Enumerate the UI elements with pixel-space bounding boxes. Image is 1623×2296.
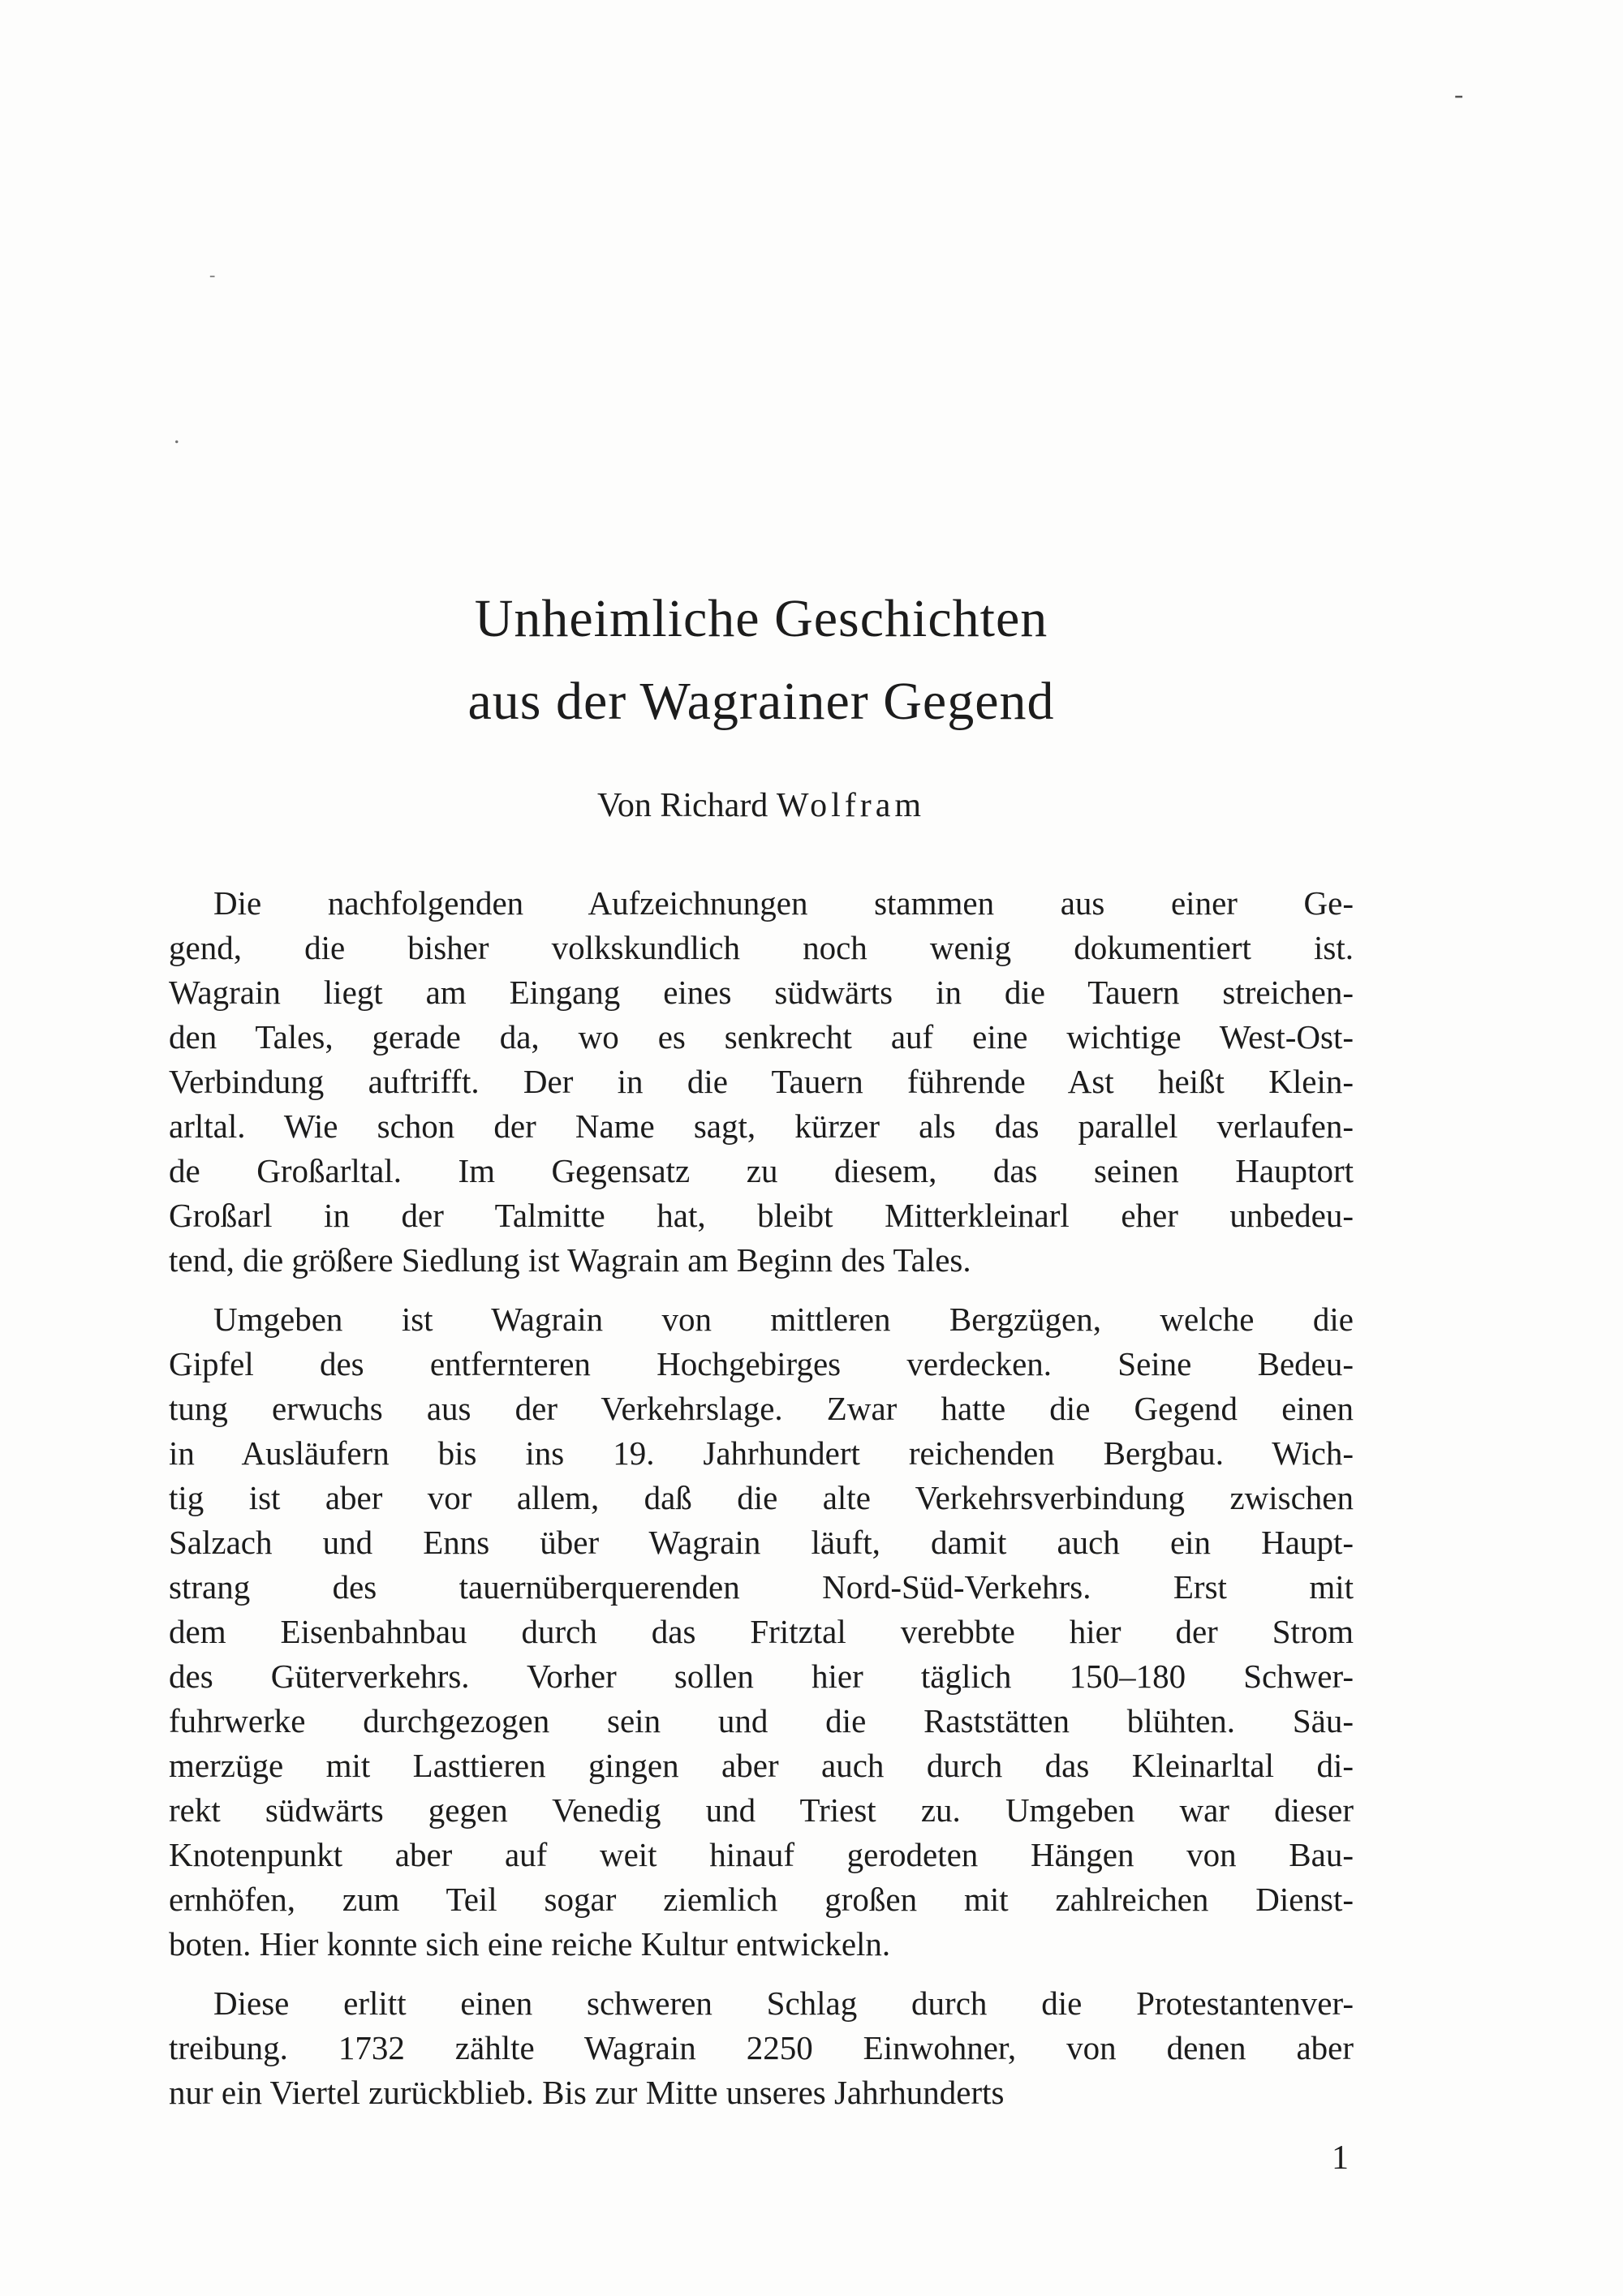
title-line-1: Unheimliche Geschichten [474, 589, 1048, 648]
text-line: rekt südwärts gegen Venedig und Triest zu. Umgeben war dieser [169, 1791, 1354, 1829]
page-title [169, 578, 1354, 743]
text-line: merzüge mit Lasttieren gingen aber auch durch das Kleinarltal di- [169, 1747, 1354, 1784]
text-line: Knotenpunkt aber auf weit hinauf gerodeten Hängen von Bau- [169, 1836, 1354, 1873]
text-line: Gipfel des entfernteren Hochgebirges verdecken. Seine Bedeu- [169, 1345, 1354, 1382]
text-line: Diese erlitt einen schweren Schlag durch die Protestantenver- [213, 1984, 1354, 2022]
text-line: de Großarltal. Im Gegensatz zu diesem, das seinen Hauptort [169, 1152, 1354, 1189]
text-line: in Ausläufern bis ins 19. Jahrhundert reichenden Bergbau. Wich- [169, 1434, 1354, 1472]
byline-author-name: Wolfram [776, 787, 926, 824]
text-line: den Tales, gerade da, wo es senkrecht auf eine wichtige West-Ost- [169, 1018, 1354, 1056]
text-line: des Güterverkehrs. Vorher sollen hier täglich 150–180 Schwer- [169, 1658, 1354, 1695]
text-line: boten. Hier konnte sich eine reiche Kultur entwickeln. [169, 1925, 891, 1963]
text-line: Umgeben ist Wagrain von mittleren Bergzügen, welche die [213, 1301, 1354, 1338]
paragraph [169, 1981, 1354, 2115]
text-line: treibung. 1732 zählte Wagrain 2250 Einwohner, von denen aber [169, 2029, 1354, 2066]
paragraph [169, 1297, 1354, 1967]
text-line: fuhrwerke durchgezogen sein und die Raststätten blühten. Säu- [169, 1702, 1354, 1739]
text-line: arltal. Wie schon der Name sagt, kürzer als das parallel verlaufen- [169, 1107, 1354, 1145]
text-line: Wagrain liegt am Eingang eines südwärts in die Tauern streichen- [169, 974, 1354, 1011]
title-line-2: aus der Wagrainer Gegend [467, 672, 1055, 731]
text-line: nur ein Viertel zurückblieb. Bis zur Mitte unseres Jahrhunderts [169, 2074, 1005, 2111]
scan-artifact-dash: - [1454, 80, 1464, 110]
text-line: Großarl in der Talmitte hat, bleibt Mitterkleinarl eher unbedeu- [169, 1197, 1354, 1234]
text-line: Verbindung auftrifft. Der in die Tauern führende Ast heißt Klein- [169, 1063, 1354, 1100]
text-line: strang des tauernüberquerenden Nord-Süd-Verkehrs. Erst mit [169, 1568, 1354, 1606]
paragraph [169, 881, 1354, 1283]
scan-artifact-dot: . [174, 422, 180, 449]
text-line: tung erwuchs aus der Verkehrslage. Zwar hatte die Gegend einen [169, 1390, 1354, 1427]
text-line: gend, die bisher volkskundlich noch wenig dokumentiert ist. [169, 929, 1354, 966]
byline [169, 785, 1354, 826]
byline-prefix: Von Richard [596, 787, 777, 824]
text-line: dem Eisenbahnbau durch das Fritztal verebbte hier der Strom [169, 1613, 1354, 1650]
text-line: tig ist aber vor allem, daß die alte Verkehrsverbindung zwischen [169, 1479, 1354, 1516]
text-line: ernhöfen, zum Teil sogar ziemlich großen mit zahlreichen Dienst- [169, 1881, 1354, 1918]
body-text [169, 881, 1354, 2115]
text-line: Salzach und Enns über Wagrain läuft, damit auch ein Haupt- [169, 1524, 1354, 1561]
text-line: tend, die größere Siedlung ist Wagrain am Beginn des Tales. [169, 1241, 971, 1279]
text-line: Die nachfolgenden Aufzeichnungen stammen aus einer Ge- [213, 884, 1354, 922]
page-number: 1 [1332, 2139, 1349, 2177]
scan-artifact-dash: - [209, 264, 216, 285]
text-block [169, 0, 1354, 2178]
